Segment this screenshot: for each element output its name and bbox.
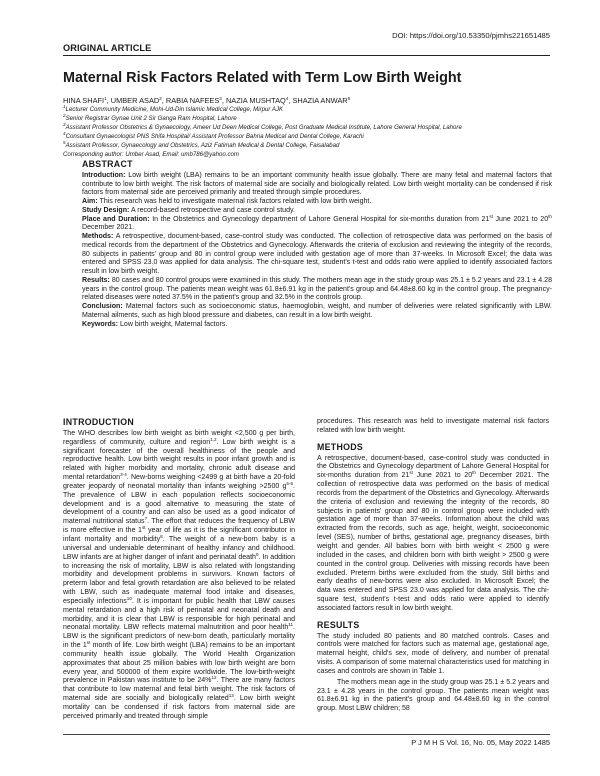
author-name: RABIA NAFEES xyxy=(165,96,220,105)
right-column xyxy=(317,418,549,714)
doi-link[interactable]: DOI: https://doi.org/10.53350/pjmhs221651485 xyxy=(392,31,550,40)
abstract-study-design xyxy=(82,207,552,216)
section-text: Maternal factors such as socioeconomic status, haemoglobin, weight, and number of deliveries were related significantly with LBW. Maternal ailments, such as high blood pressure and diabetes, can result in a low birth weight. xyxy=(82,303,552,319)
section-text: This research was held to investigate maternal risk factors related with low birth weight. xyxy=(99,198,372,205)
text-run: . There are many factors that contribute to low maternal and fetal birth weight. The risk factors of maternal side are socially and biologically related xyxy=(63,677,295,703)
section-label: Aim: xyxy=(82,198,98,205)
section-text: December 2021. xyxy=(82,224,135,232)
affiliation-line xyxy=(63,112,553,124)
affiliation-line xyxy=(63,130,553,142)
citation-marker: 5-6 xyxy=(286,480,294,486)
section-label: Introduction: xyxy=(82,171,126,179)
abstract-heading: ABSTRACT xyxy=(82,159,133,169)
affiliation-marker: 5 xyxy=(63,139,66,145)
text-run: The WHO describes low birth weight as birth weight <2,500 g per birth, regardless of community, culture and region xyxy=(63,429,295,446)
section-text: June 2021 to 20 xyxy=(492,215,549,223)
text-run: June 2021 to 20 xyxy=(412,472,473,480)
left-column xyxy=(63,418,295,722)
text-run: . The weight of a new-born baby is a universal and undeniable determinant of healthy infancy and childhood. LBW infants are at higher danger of infant and perinatal death xyxy=(63,535,295,561)
ordinal-suffix: st xyxy=(141,525,146,531)
text-run: December 2021. The collection of retrospective data was performed on the basis of medical records from the department of the Obstetrics and Gynecology. Afterwards the criteria of exclusion and reviewing the integrity of the records, 80 subjects in patients' group and 80 in control group were included with gestation age of more than 37-weeks. Information about the child was extracted from the records, such as age, height, weight, socioeconomic level (SES), number of births, gestational age, pregnancy diseases, birth weight and gender. All babies born with birth weight < 2500 g were included in the cases, and children born with birth weight > 2500 g were counted in the control group. Deliveries with missing records have been excluded. Preterm births were excluded from the study. Still births and early deaths of new-borns were also excluded. In Microsoft Excel; the data was entered and SPSS 23.0 was applied for data analysis. The chi-square test, student's t-test and odds ratio were applied to identify associated factors result in low birth weight. xyxy=(317,472,550,612)
author-affil-marker: 1 xyxy=(104,96,107,101)
section-label: Conclusion: xyxy=(82,303,123,310)
citation-marker: 12 xyxy=(211,675,217,681)
text-run: year of life as it is the significant contributor in infant mortality and morbidity xyxy=(63,527,296,543)
author-affil-marker: 3 xyxy=(219,96,222,101)
header-rule xyxy=(63,55,550,56)
results-paragraph: The study included 80 patients and 80 matched controls. Cases and controls were matched for factors such as maternal age, gestational age, maternal height, child's sex, mode of delivery, and number of prenatal visits. A comparison of some maternal characteristics used for matching in cases and controls are shown in Table 1. xyxy=(317,632,549,675)
affiliation-text: Assistant Professor, Gynaecology and Obstetrics, Aziz Fatimah Medical & Dental College, Faisalabad xyxy=(65,141,340,149)
section-label: Keywords: xyxy=(82,320,119,328)
author-affil-marker: 4 xyxy=(285,96,289,101)
author-name: SHAZIA ANWAR xyxy=(292,96,348,105)
section-label: Methods: xyxy=(82,233,114,240)
citation-marker: 7 xyxy=(144,516,148,522)
citation-marker: 1,2 xyxy=(210,436,217,442)
abstract-conclusion xyxy=(82,303,552,321)
results-heading: RESULTS xyxy=(317,619,360,630)
abstract-introduction xyxy=(82,172,552,198)
methods-paragraph xyxy=(317,455,549,614)
author-name: UMBER ASAD xyxy=(110,96,160,105)
text-run: . In addition to increasing the risk of mortality, LBW is also related with longstanding morbidity and development problems in survivors. Known factors of preterm labor and fetal growth retardation are also believed to be related with LBW, such as inadequate maternal food intake and diseases, especially infections xyxy=(63,553,295,605)
text-run: month of life. Low birth weight (LBA) remains to be an important community health issue globally. The World Health Organization approximates that about 25 million babies with low birth weight are born every year, and 500000 of them expire worldwide. The low-birth-weight prevalence in Pakistan was institute to be 24% xyxy=(63,642,295,685)
abstract-place-duration xyxy=(82,213,552,234)
section-text: Low birth weight, Maternal factors. xyxy=(120,320,228,328)
methods-heading: METHODS xyxy=(317,441,364,452)
journal-footer: P J M H S Vol. 16, No. 05, May 2022 1485 xyxy=(411,738,550,747)
citation-marker: 8 xyxy=(160,533,163,539)
text-run: . New-borns weighing <2499 g at birth have a 20-fold greater jeopardy of neonatal mortality than infants weighing >2500 g xyxy=(63,474,295,490)
article-type-label: ORIGINAL ARTICLE xyxy=(63,43,152,53)
citation-marker: 9 xyxy=(255,551,259,557)
affiliation-text: Consultant Gynaecologist PNS Shifa Hospital/ Assistant Professor Bahria Medical and Dental College, Karachi xyxy=(65,132,364,140)
ordinal-suffix: th xyxy=(472,470,476,476)
affiliation-marker: 3 xyxy=(63,121,66,127)
ordinal-suffix: st xyxy=(409,470,413,476)
section-text: A retrospective, document-based, case-control study was conducted. The collection of retrospective data was performed on the basis of medical records from the department of the Obstetrics and Gynecology. Afterwards the criteria of exclusion and reviewing the integrity of the records, 80 subjects in patients' group and 80 in control group were included with gestation age of more than 37-weeks. In Microsoft Excel; the data was entered and SPSS 23.0 was applied for data analysis. The chi-square test, student's t-test and odds ratio were applied to identify associated factors result in low birth weight. xyxy=(82,233,552,275)
ordinal-suffix: st xyxy=(489,213,493,219)
affiliations xyxy=(63,106,553,159)
author-name: HINA SHAFI xyxy=(63,96,105,105)
citation-marker: 10 xyxy=(126,595,132,601)
text-run: . The effort that reduces the frequency of LBW is more effective in the 1 xyxy=(63,518,295,535)
introduction-paragraph xyxy=(63,430,295,722)
text-run: . Low birth weight is a significant forecaster of the overall healthiness of the people and reproductive health. Low birth weight results in poor infant growth and is related with higher morbidity and mortality, chronic adult disease and mental retardation xyxy=(63,438,295,482)
abstract-results xyxy=(82,277,552,303)
text-run: . Low birth weight mortality can be condensed if risk factors from maternal side are perceived primarily and treated through simple xyxy=(63,695,295,720)
ordinal-suffix: st xyxy=(86,640,91,646)
author-affil-marker: 5 xyxy=(347,96,351,101)
section-text: Low birth weight (LBA) remains to be an important community health issue globally. There are many fetal and maternal factors that contribute to low birth weight. The risk factors of maternal side are socially and biologically related. Low birth weight mortality can be condensed if risk factors from maternal side are perceived primarily and treated through simple procedures. xyxy=(82,171,552,197)
author-list: HINA SHAFI$^1$, UMBER ASAD$^2$, RABIA NAFEES$^3$, NAZIA MUSHTAQ$^4$, SHAZIA ANWAR$^5$ xyxy=(63,96,351,105)
ordinal-suffix: th xyxy=(548,213,552,219)
section-text: 80 cases and 80 control groups were examined in this study. The mothers mean age in the study group was 25.1 ± 5.2 years and 23.1 ± 4.28 years in the control group. The patients mean weight was 61.8±6.91 kg in the patient's group and 64.48±8.60 kg in the control group. The pregnancy-related diseases were noted 37.5% in the patient's group and 32.5% in the controls group. xyxy=(82,276,552,302)
text-run: A retrospective, document-based, case-control study was conducted in the Obstetrics and Gynecology department of Lahore General Hospital for six-months duration from 21 xyxy=(317,454,549,480)
text-run: . It is important for public health that LBW causes mental retardation and a high risk of perinatal and neonatal death and morbidity, and it is clear that LBW is responsible for high perinatal and neonatal mortality. LBW reflects maternal malnutrition and poor health xyxy=(63,597,295,632)
citation-marker: 3-4 xyxy=(120,472,127,478)
abstract-methods xyxy=(82,233,552,277)
author-affil-marker: 2 xyxy=(159,96,162,101)
text-run: . LBW is the significant predictors of new-born death, particularly mortality in the 1 xyxy=(63,624,295,650)
section-text: A record-based retrospective and case control study. xyxy=(130,206,295,214)
section-label: Results: xyxy=(82,276,110,284)
abstract xyxy=(82,160,552,329)
affiliation-text: Lecturer Community Medicine, Mohi-Ud-Din Islamic Medical College, Mirpur AJK xyxy=(65,106,284,113)
affiliation-line xyxy=(63,139,553,151)
abstract-aim xyxy=(82,198,552,207)
corresponding-author: Corresponding author: Umber Asad, Email: umb786@yahoo.com xyxy=(63,150,239,158)
affiliation-marker: 1 xyxy=(63,104,66,109)
affiliation-line xyxy=(63,121,553,133)
section-text: In the Obstetrics and Gynecology department of Lahore General Hospital for six-months duration from 21 xyxy=(152,215,490,223)
citation-marker: 11 xyxy=(288,622,294,628)
citation-marker: 13 xyxy=(228,693,234,699)
paper-title: Maternal Risk Factors Related with Term Low Birth Weight xyxy=(63,70,462,86)
footer-rule xyxy=(63,734,550,735)
results-paragraph: The mothers mean age in the study group was 25.1 ± 5.2 years and 23.1 ± 4.28 years in the control group. The patients mean weight was 61.8±6.91 kg in the patient's group and 64.48±8.60 kg in the control group. Most LBW children; 58 xyxy=(317,678,549,713)
section-label: Place and Duration: xyxy=(82,215,150,223)
affiliation-text: Assistant Professor Obstetrics & Gynaecology, Ameer Ud Deen Medical College, Post Graduate Medical Institute, Lahore General Hospital, Lahore xyxy=(65,123,462,131)
affiliation-line xyxy=(63,106,553,115)
introduction-continuation: procedures. This research was held to investigate maternal risk factors related with low birth weight. xyxy=(317,418,549,434)
affiliation-marker: 4 xyxy=(63,130,66,136)
affiliation-marker: 2 xyxy=(63,112,66,118)
section-label: Study Design: xyxy=(82,206,130,214)
text-run: . The prevalence of LBW in each population reflects socioeconomic development and is a good alternative to measuring the state of development of a country and can also be used as a good indicator of maternal nutritional status xyxy=(63,482,295,526)
introduction-heading: INTRODUCTION xyxy=(63,417,135,427)
author-name: NAZIA MUSHTAQ xyxy=(225,96,286,105)
affiliation-text: Senior Registrar Gynae Unit 2 Sir Ganga Ram Hospital, Lahore xyxy=(65,114,237,122)
abstract-keywords xyxy=(82,321,552,330)
